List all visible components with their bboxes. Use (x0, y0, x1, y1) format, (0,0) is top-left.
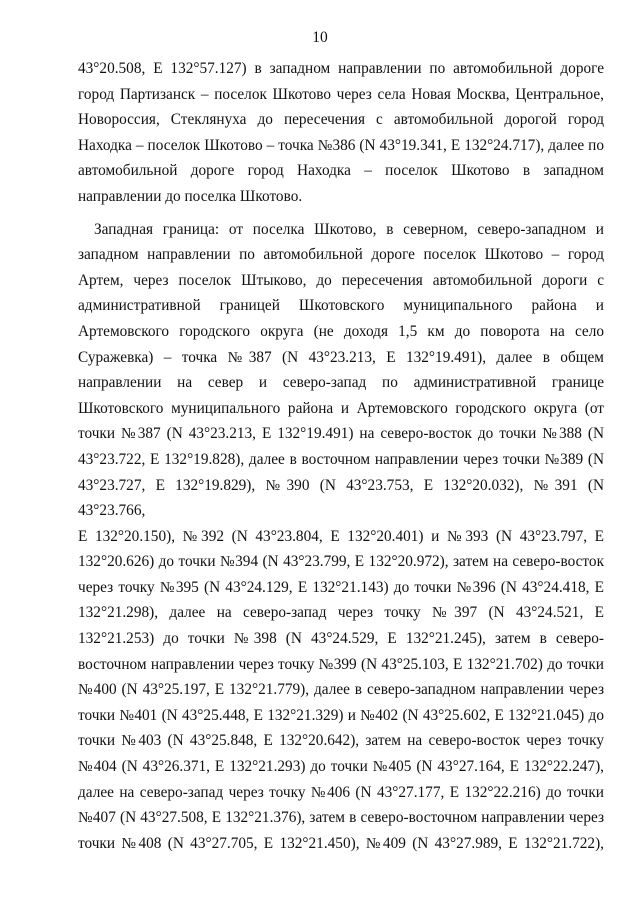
text-line: Суражевка) – точка №387 (N 43°23.213, E 132°19.491), далее в общем (78, 348, 604, 366)
text-line: направлении на север и северо-запад по административной границе (78, 374, 604, 392)
page-number: 10 (312, 29, 328, 46)
text-line: Новороссия, Стеклянуха до пересечения с автомобильной дорогой город (78, 111, 604, 129)
text-line: административной границей Шкотовского муниципального района и (78, 297, 604, 315)
text-line: Артем, через поселок Штыково, до пересечения автомобильной дороги с (78, 271, 604, 289)
text-line: далее на северо-запад через точку №406 (N 43°27.177, E 132°22.216) до точки (78, 783, 604, 801)
text-line: точки №401 (N 43°25.448, E 132°21.329) и №402 (N 43°25.602, E 132°21.045) до (78, 706, 604, 724)
paragraph-western-border (78, 217, 604, 857)
text-line: 43°20.508, E 132°57.127) в западном направлении по автомобильной дороге (78, 60, 604, 77)
paragraph-continuation (78, 56, 604, 210)
text-line: направлении до поселка Шкотово. (78, 187, 303, 205)
text-line: 43°23.727, E 132°19.829), №390 (N 43°23.753, E 132°20.032), №391 (N 43°23.766, (78, 476, 604, 520)
document-body (78, 56, 604, 856)
text-line: точки №387 (N 43°23.213, E 132°19.491) на северо-восток до точки №388 (N (78, 425, 604, 443)
text-line: Артемовского городского округа (не доходя 1,5 км до поворота на село (78, 322, 604, 340)
text-line: 43°23.722, E 132°19.828), далее в восточном направлении через точки №389 (N (78, 450, 604, 468)
text-line: E 132°20.150), №392 (N 43°23.804, E 132°20.401) и №393 (N 43°23.797, E (78, 527, 604, 545)
text-line: 132°21.298), далее на северо-запад через точку №397 (N 43°24.521, E (78, 604, 604, 622)
text-line: №407 (N 43°27.508, E 132°21.376), затем в северо-восточном направлении через (78, 809, 604, 827)
text-line: Западная граница: от поселка Шкотово, в северном, северо-западном и (94, 220, 604, 238)
text-line: Находка – поселок Шкотово – точка №386 (N 43°19.341, E 132°24.717), далее по (78, 136, 604, 154)
text-line: автомобильной дороге город Находка – поселок Шкотово в западном (78, 162, 604, 180)
text-line: через точку №395 (N 43°24.129, E 132°21.143) до точки №396 (N 43°24.418, E (78, 578, 604, 596)
text-line: 132°20.626) до точки №394 (N 43°23.799, E 132°20.972), затем на северо-восток (78, 553, 604, 571)
text-line: №404 (N 43°26.371, E 132°21.293) до точки №405 (N 43°27.164, E 132°22.247), (78, 758, 604, 776)
text-line: точки №403 (N 43°25.848, E 132°20.642), затем на северо-восток через точку (78, 732, 604, 750)
text-line: восточном направлении через точку №399 (N 43°25.103, E 132°21.702) до точки (78, 655, 604, 673)
text-line: город Партизанск – поселок Шкотово через села Новая Москва, Центральное, (78, 85, 604, 103)
text-line: точки №408 (N 43°27.705, E 132°21.450), №409 (N 43°27.989, E 132°21.722), (78, 834, 604, 852)
text-line: №400 (N 43°25.197, E 132°21.779), далее в северо-западном направлении через (78, 681, 604, 699)
text-line: 132°21.253) до точки №398 (N 43°24.529, E 132°21.245), затем в северо- (78, 630, 604, 648)
text-line: Шкотовского муниципального района и Артемовского городского округа (от (78, 399, 604, 417)
text-line: западном направлении по автомобильной дороге поселок Шкотово – город (78, 246, 604, 264)
